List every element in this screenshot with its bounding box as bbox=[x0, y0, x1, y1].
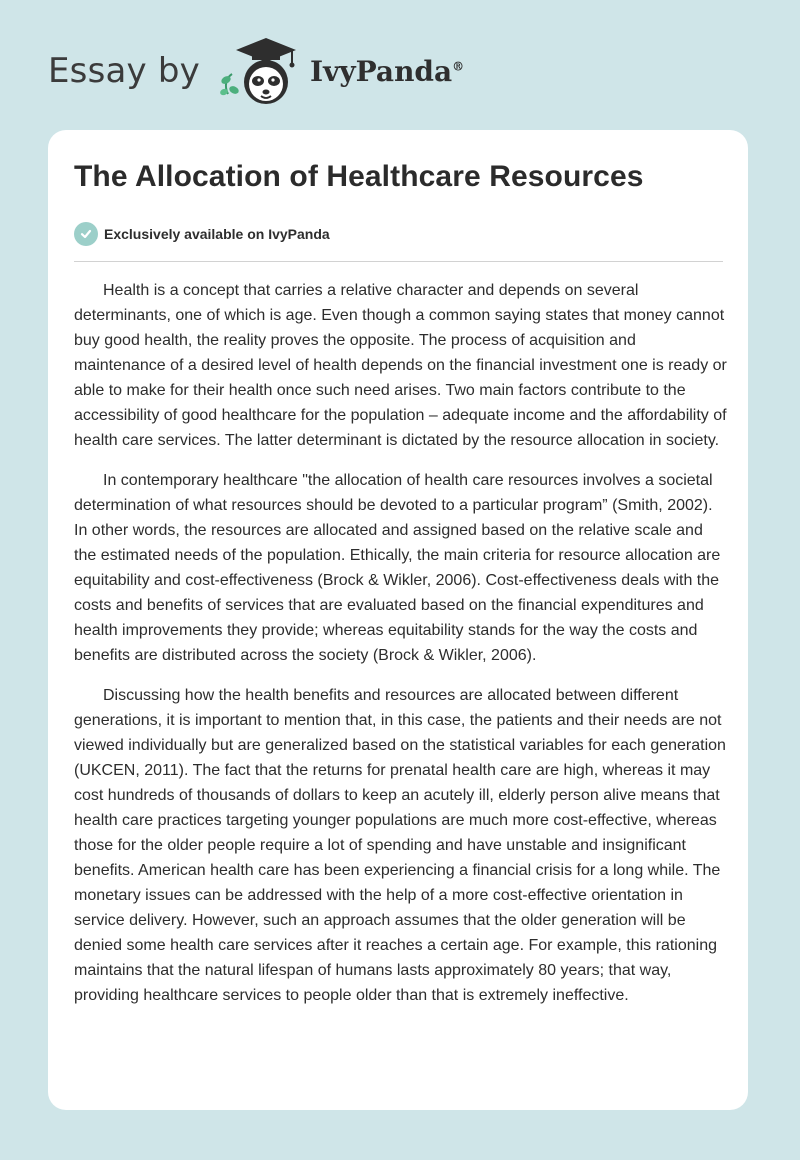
essay-by-label: Essay by bbox=[48, 51, 200, 91]
registered-mark: ® bbox=[452, 59, 465, 74]
exclusive-badge bbox=[74, 222, 330, 246]
ivypanda-logo-icon[interactable] bbox=[214, 34, 306, 108]
brand-name[interactable] bbox=[310, 55, 464, 88]
check-icon bbox=[74, 222, 98, 246]
brand-text: IvyPanda bbox=[309, 54, 453, 88]
paragraph: In contemporary healthcare "the allocation of health care resources involves a societal determination of what resources should be devoted to a particular program” (Smith, 2002). In other words, the resources are allocated and assigned based on the relative scale and the estimated needs of the population. Ethically, the main criteria for resource allocation are equitability and cost-effectiveness (Brock & Wikler, 2006). Cost-effectiveness deals with the costs and benefits of services that are evaluated based on the financial expenditures and health improvements they provide; whereas equitability stands for the way the costs and benefits are distributed across the society (Brock & Wikler, 2006). bbox=[74, 472, 721, 664]
essay-body bbox=[74, 278, 728, 1023]
essay-title: The Allocation of Healthcare Resources bbox=[74, 160, 644, 193]
exclusive-label: Exclusively available on IvyPanda bbox=[104, 226, 330, 242]
paragraph: Health is a concept that carries a relative character and depends on several determinants, one of which is age. Even though a common saying states that money cannot buy good health, the reality proves the opposite. The process of acquisition and maintenance of a desired level of health depends on the financial investment one is ready or able to make for their health once such need arises. Two main factors contribute to the accessibility of good healthcare for the population – adequate income and the affordability of health care services. The latter determinant is dictated by the resource allocation in society. bbox=[74, 282, 727, 449]
divider bbox=[74, 261, 723, 262]
essay-card bbox=[48, 130, 748, 1110]
site-header bbox=[48, 36, 464, 106]
paragraph: Discussing how the health benefits and resources are allocated between different generations, it is important to mention that, in this case, the patients and their needs are not viewed individually but are generalized based on the statistical variables for each generation (UKCEN, 2011). The fact that the returns for prenatal health care are high, whereas it may cost hundreds of thousands of dollars to keep an acutely ill, elderly person alive means that health care practices targeting younger populations are much more cost-effective, whereas those for the older people require a lot of spending and have unstable and insignificant benefits. American health care has been experiencing a financial crisis for a long while. The monetary issues can be addressed with the help of a more cost-effective orientation in service delivery. However, such an approach assumes that the older generation will be denied some health care services after it reaches a certain age. For example, this rationing maintains that the natural lifespan of humans lasts approximately 80 years; that way, providing healthcare services to people older than that is extremely ineffective. bbox=[74, 687, 726, 1004]
